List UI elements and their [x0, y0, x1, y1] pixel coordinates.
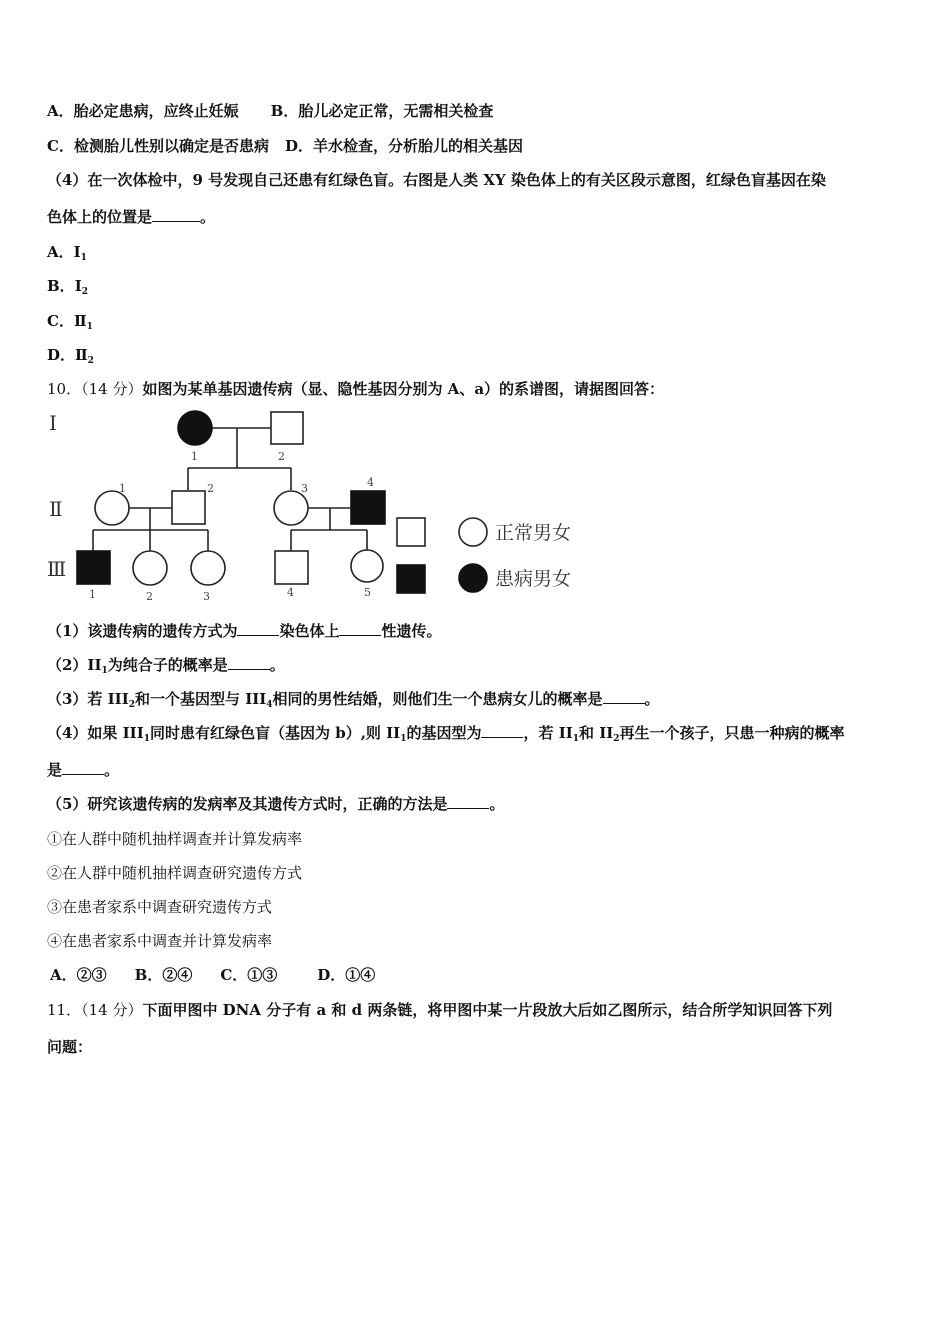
q10-option-b: B．②④	[134, 966, 193, 984]
gen-label-i: Ⅰ	[49, 411, 57, 435]
choice-main: Ⅱ	[75, 346, 88, 364]
q10-stem	[47, 379, 664, 399]
pedigree-number: 4	[367, 476, 374, 489]
answer-blank[interactable]	[447, 794, 489, 809]
q9-choice-c	[47, 311, 93, 337]
q11-stem-cont: 问题：	[47, 1038, 93, 1056]
q10-options	[50, 965, 375, 985]
q10-sub5-text-a: （5）研究该遗传病的发病率及其遗传方式时，正确的方法是	[47, 795, 448, 813]
q10-sub2-text-a: （2）II	[47, 656, 102, 674]
gen-label-ii: Ⅱ	[49, 497, 63, 521]
q9-choice-b	[47, 276, 88, 302]
pedigree-i2-normal-male	[271, 412, 303, 444]
q10-option-c: C．①③	[220, 966, 278, 984]
pedigree-iii3-normal-female	[191, 551, 225, 585]
pedigree-iii1-affected-male	[77, 551, 110, 584]
pedigree-ii3-normal-female	[274, 491, 308, 525]
pedigree-iii5-normal-female	[351, 550, 383, 582]
q10-sub3-text-d: 。	[644, 690, 660, 708]
q9-choice-a	[47, 242, 87, 268]
q10-sub1-text-a: （1）该遗传病的遗传方式为	[47, 622, 238, 640]
q10-item-3: ③在患者家系中调查研究遗传方式	[47, 898, 273, 916]
q10-sub4-text-h: 。	[104, 761, 120, 779]
pedigree-number: 2	[278, 450, 285, 463]
pedigree-number: 3	[203, 590, 210, 603]
q9-option-d-label: D．	[284, 137, 313, 155]
q9-part4-line1: （4）在一次体检中，9 号发现自己还患有红绿色盲。右图是人类 XY 染色体上的有关区段示意图，红绿色盲基因在染	[47, 171, 826, 189]
subscript: 1	[572, 734, 579, 744]
q10-sub4-text-e: 和 II	[579, 724, 614, 742]
legend-affected-female-icon	[459, 564, 487, 592]
q10-sub4-cont	[47, 760, 119, 780]
choice-sub: 2	[87, 356, 94, 366]
legend-normal-label: 正常男女	[495, 522, 572, 544]
pedigree-number: 2	[207, 482, 214, 495]
q10-sub3-text-b: 和一个基因型与 III	[134, 690, 267, 708]
q10-sub1	[47, 621, 441, 641]
pedigree-number: 3	[301, 482, 308, 495]
answer-blank[interactable]	[603, 689, 645, 704]
answer-blank[interactable]	[62, 760, 104, 775]
q9-option-b-text: 胎儿必定正常，无需相关检查	[298, 102, 494, 120]
choice-sub: 1	[80, 253, 87, 263]
gen-label-iii: Ⅲ	[47, 557, 67, 581]
q10-sub3-text-a: （3）若 III	[47, 690, 129, 708]
q10-sub4	[47, 723, 845, 749]
pedigree-ii1-normal-female	[95, 491, 129, 525]
q9-part4-line2	[47, 207, 215, 227]
pedigree-number: 1	[191, 450, 198, 463]
q10-option-d: D．①④	[317, 966, 376, 984]
pedigree-lines	[93, 428, 367, 552]
pedigree-ii4-affected-male	[351, 491, 385, 524]
q10-item-2: ②在人群中随机抽样调查研究遗传方式	[47, 864, 303, 882]
choice-label: B．	[47, 277, 75, 295]
q10-stem-text: 如图为某单基因遗传病（显、隐性基因分别为 A、a）的系谱图，请据图回答：	[142, 380, 665, 398]
answer-blank[interactable]	[152, 207, 200, 222]
pedigree-number: 1	[119, 482, 126, 495]
pedigree-number: 4	[287, 586, 294, 599]
q9-option-a-text: 胎必定患病，应终止妊娠	[73, 102, 239, 120]
q10-item-4: ④在患者家系中调查并计算发病率	[47, 932, 273, 950]
q10-sub5	[47, 794, 504, 814]
q10-item-1: ①在人群中随机抽样调查并计算发病率	[47, 830, 303, 848]
subscript: 2	[613, 734, 620, 744]
q11-number: 11．	[47, 1001, 82, 1019]
q10-sub1-text-c: 性遗传。	[381, 622, 442, 640]
q9-option-c-text: 检测胎儿性别以确定是否患病	[73, 137, 269, 155]
choice-main: I	[73, 243, 81, 261]
legend-normal-female-icon	[459, 518, 487, 546]
answer-blank[interactable]	[481, 723, 523, 738]
q10-sub4-text-f: 再生一个孩子，只患一种病的概率	[619, 724, 845, 742]
choice-sub: 2	[81, 287, 88, 297]
answer-blank[interactable]	[228, 655, 270, 670]
q9-option-c-label: C．	[47, 137, 74, 155]
q10-sub3-text-c: 相同的男性结婚，则他们生一个患病女儿的概率是	[272, 690, 603, 708]
choice-main: I	[74, 277, 82, 295]
q10-sub4-text-d: ，若 II	[523, 724, 573, 742]
pedigree-iii2-normal-female	[133, 551, 167, 585]
choice-label: A．	[47, 243, 74, 261]
pedigree-number: 2	[146, 590, 153, 603]
subscript: 4	[266, 700, 273, 710]
q9-part4-text: 色体上的位置是	[47, 208, 153, 226]
q10-score: （14 分）	[81, 380, 143, 398]
q10-sub4-text-b: 同时患有红绿色盲（基因为 b）,则 II	[149, 724, 401, 742]
choice-label: D．	[47, 346, 76, 364]
q10-number: 10．	[47, 380, 82, 398]
pedigree-i1-affected-female	[178, 411, 212, 445]
q10-sub2-text-b: 为纯合子的概率是	[107, 656, 228, 674]
pedigree-chart	[45, 408, 585, 604]
q9-option-row-cd	[47, 136, 523, 156]
q9-option-a-label: A．	[47, 102, 74, 120]
q10-sub1-text-b: 染色体上	[279, 622, 340, 640]
subscript: 2	[128, 700, 135, 710]
q11-stem-text: 下面甲图中 DNA 分子有 a 和 d 两条链，将甲图中某一片段放大后如乙图所示，结合所学知识回答下列	[142, 1001, 833, 1019]
legend-affected-label: 患病男女	[495, 568, 572, 590]
pedigree-number: 5	[364, 586, 371, 599]
q9-option-d-text: 羊水检查，分析胎儿的相关基因	[312, 137, 523, 155]
choice-main: Ⅱ	[73, 312, 87, 330]
q9-option-b-label: B．	[270, 102, 299, 120]
subscript: 1	[400, 734, 407, 744]
q10-sub4-text-a: （4）如果 III	[47, 724, 144, 742]
q9-choice-d	[47, 345, 94, 371]
subscript: 1	[101, 666, 108, 676]
legend-affected-male-icon	[397, 565, 425, 593]
q10-option-a: A．②③	[50, 966, 107, 984]
q10-sub3	[47, 689, 660, 715]
pedigree-ii2-normal-male	[172, 491, 205, 524]
answer-blank[interactable]	[339, 621, 381, 636]
q10-sub2-text-c: 。	[269, 656, 285, 674]
answer-blank[interactable]	[237, 621, 279, 636]
legend-normal-male-icon	[397, 518, 425, 546]
q10-sub5-text-b: 。	[489, 795, 505, 813]
q10-sub2	[47, 655, 285, 681]
q9-option-row-ab	[47, 101, 493, 121]
q9-part4-end: 。	[200, 208, 216, 226]
pedigree-iii4-normal-male	[275, 551, 308, 584]
q10-sub4-text-g: 是	[47, 761, 63, 779]
choice-label: C．	[47, 312, 74, 330]
pedigree-number: 1	[89, 588, 96, 601]
choice-sub: 1	[86, 322, 93, 332]
q10-sub4-text-c: 的基因型为	[406, 724, 482, 742]
q11-score: （14 分）	[81, 1001, 143, 1019]
q11-stem	[47, 1000, 832, 1020]
subscript: 1	[143, 734, 150, 744]
